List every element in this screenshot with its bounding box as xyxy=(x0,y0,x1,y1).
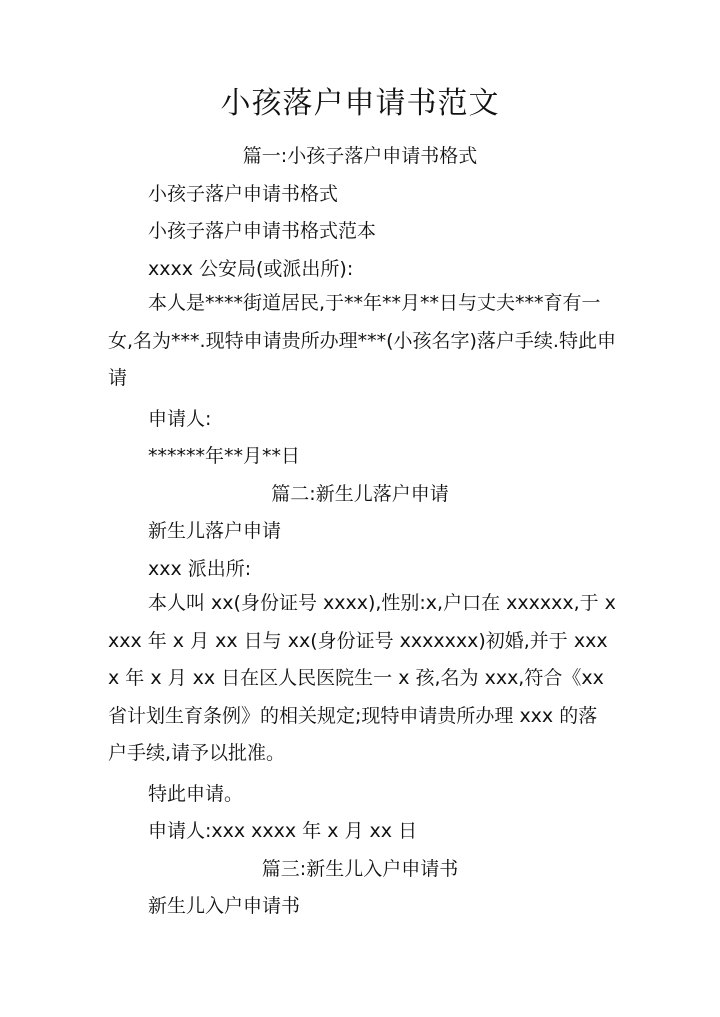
body-paragraph-1: 本人是****街道居民,于**年**月**日与丈夫***育有一女,名为***.现特申请贵所办理***(小孩名字)落户手续.特此申请 xyxy=(108,292,616,389)
text-line: 新生儿落户申请 xyxy=(148,520,282,542)
addressee-line: xxx 派出所: xyxy=(148,558,252,580)
applicant-date-line: 申请人:xxx xxxx 年 x 月 xx 日 xyxy=(148,820,418,842)
text-line: 小孩子落户申请书格式范本 xyxy=(148,220,377,242)
body-paragraph-2: 本人叫 xx(身份证号 xxxx),性别:x,户口在 xxxxxx,于 xxxx 年 x 月 xx 日与 xx(身份证号 xxxxxxx)初婚,并于 xxxx 年 x 月 xx 日在区人民医院生一 x 孩,名为 xxx,符合《xx 省计划生育条例》的相关规定;现特申请贵所办理 xxx 的落户手续,请予以批准。 xyxy=(108,592,616,764)
applicant-line: 申请人: xyxy=(148,408,212,430)
section-heading-1: 篇一:小孩子落户申请书格式 xyxy=(242,145,478,167)
addressee-line: xxxx 公安局(或派出所): xyxy=(148,258,354,280)
section-heading-3: 篇三:新生儿入户申请书 xyxy=(261,858,459,880)
date-line: ******年**月**日 xyxy=(148,445,301,467)
text-line: 小孩子落户申请书格式 xyxy=(148,183,339,205)
text-line: 新生儿入户申请书 xyxy=(148,895,301,917)
closing-line: 特此申请。 xyxy=(148,783,244,805)
section-heading-2: 篇二:新生儿落户申请 xyxy=(271,483,449,505)
document-title: 小孩落户申请书范文 xyxy=(220,86,500,121)
